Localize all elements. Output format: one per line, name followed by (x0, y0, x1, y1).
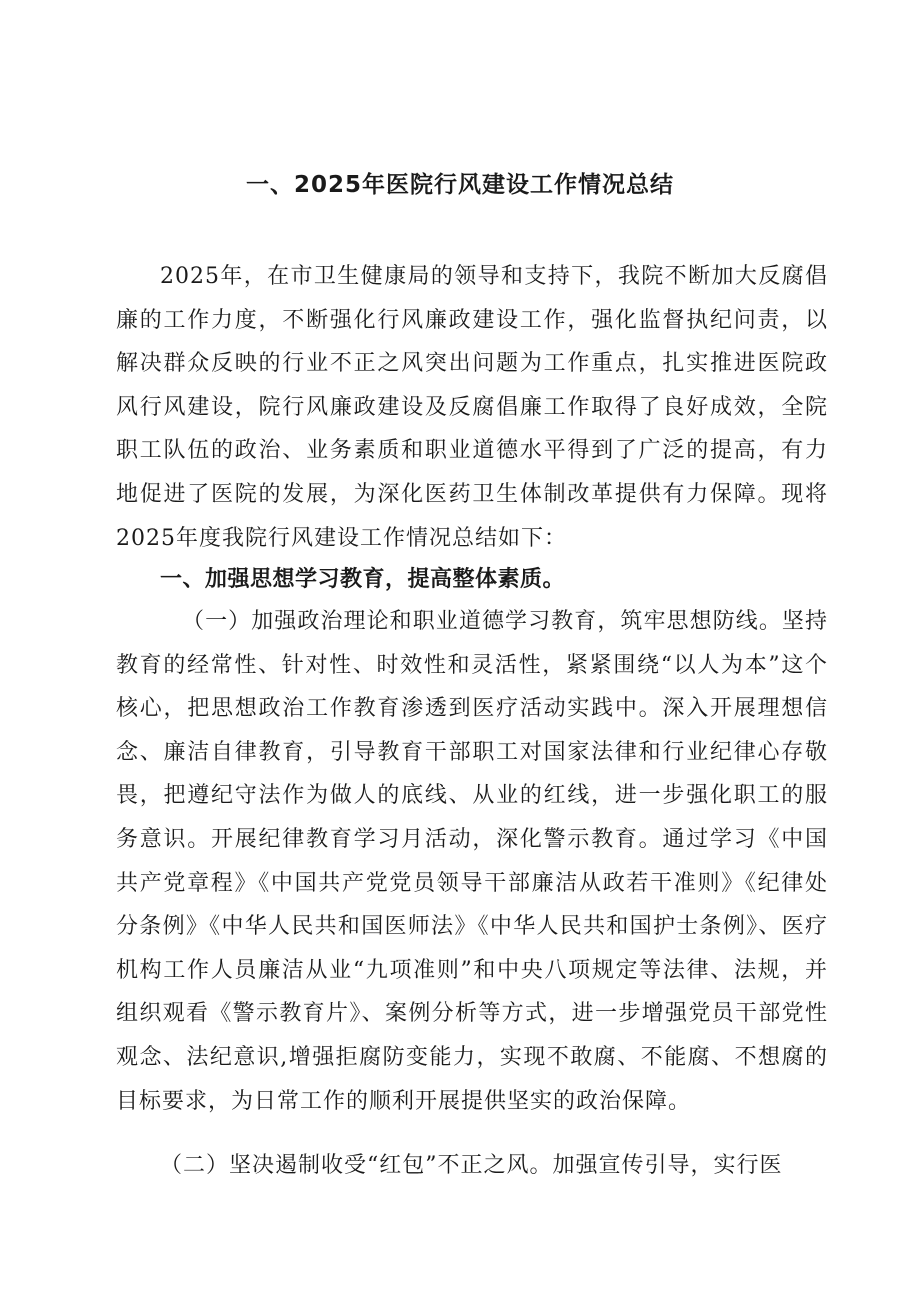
intro-paragraph: 2025年，在市卫生健康局的领导和支持下，我院不断加大反腐倡廉的工作力度，不断强化行风廉政建设工作，强化监督执纪问责，以解决群众反映的行业不正之风突出问题为工作重点，扎实推进医院政风行风建设，院行风廉政建设及反腐倡廉工作取得了良好成效，全院职工队伍的政治、业务素质和职业道德水平得到了广泛的提高，有力地促进了医院的发展，为深化医药卫生体制改革提供有力保障。现将2025年度我院行风建设工作情况总结如下： (116, 264, 828, 551)
section-item-paragraph: （二）坚决遏制收受“红包”不正之风。加强宣传引导，实行医 (160, 1153, 783, 1178)
document-title: 一、2025年医院行风建设工作情况总结 (245, 172, 674, 198)
section-item-paragraph: （一）加强政治理论和职业道德学习教育，筑牢思想防线。坚持教育的经常性、针对性、时效性和灵活性，紧紧围绕“以人为本”这个核心，把思想政治工作教育渗透到医疗活动实践中。深入开展理想信念、廉洁自律教育，引导教育干部职工对国家法律和行业纪律心存敬畏，把遵纪守法作为做人的底线、从业的红线，进一步强化职工的服务意识。开展纪律教育学习月活动，深化警示教育。通过学习《中国共产党章程》《中国共产党党员领导干部廉洁从政若干准则》《纪律处分条例》《中华人民共和国医师法》《中华人民共和国护士条例》、医疗机构工作人员廉洁从业“九项准则”和中央八项规定等法律、法规，并组织观看《警示教育片》、案例分析等方式，进一步增强党员干部党性观念、法纪意识,增强拒腐防变能力，实现不敢腐、不能腐、不想腐的目标要求，为日常工作的顺利开展提供坚实的政治保障。 (116, 609, 828, 1114)
section-heading: 一、加强思想学习教育，提高整体素质。 (160, 567, 566, 592)
